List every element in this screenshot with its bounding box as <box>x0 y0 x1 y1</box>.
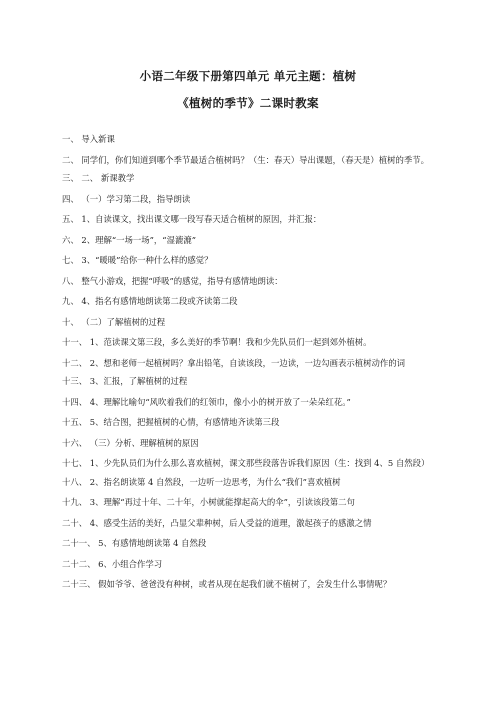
paragraph-22: 二十二、 6、小组合作学习 <box>62 558 163 569</box>
paragraph-10: 十、 （二）了解植树的过程 <box>62 316 166 327</box>
paragraph-7: 七、 3、“暖暖”给你一种什么样的感觉？ <box>62 255 213 265</box>
paragraph-17: 十七、 1、少先队员们为什么那么喜欢植树，课文那些段落告诉我们原因（生：找到 4、5 自然段） <box>62 458 430 468</box>
paragraph-16: 十六、 （三）分析、理解植树的原因 <box>62 437 199 448</box>
paragraph-21: 二十一、 5、有感情地朗读第 4 自然段 <box>62 538 207 548</box>
paragraph-13: 十三、 3、汇报，了解植树的过程 <box>62 376 188 386</box>
paragraph-4: 四、 （一）学习第二段，指导朗读 <box>62 193 191 204</box>
document-title: 小语二年级下册第四单元 单元主题：植树 <box>139 69 357 83</box>
document-subtitle: 《植树的季节》二课时教案 <box>177 96 319 110</box>
paragraph-6: 六、 2、理解“一场一场”，“湿漉漉” <box>62 234 196 245</box>
paragraph-23: 二十三、 假如爷爷、爸爸没有种树，或者从现在起我们就不植树了，会发生什么事情呢？ <box>62 579 392 589</box>
paragraph-3: 三、 二、 新课教学 <box>62 173 135 183</box>
paragraph-19: 十九、 3、理解“再过十年、二十年，小树就能撑起高大的伞”，引读该段第二句 <box>62 497 355 507</box>
paragraph-1: 一、 导入新课 <box>62 134 115 144</box>
paragraph-12: 十二、 2、想和老师一起植树吗？拿出铅笔，自读该段，一边读，一边勾画表示植树动作的词 <box>62 357 405 368</box>
paragraph-18: 十八、 2、指名朗读第 4 自然段，一边听一边思考，为什么“我们”喜欢植树 <box>62 476 341 487</box>
paragraph-2: 二、 同学们，你们知道到哪个季节最适合植树吗？（生：春天）导出课题，（春天是）植树的季节。 <box>62 154 429 165</box>
paragraph-11: 十一、 1、范读课文第三段，多么美好的季节啊！我和少先队员们一起到郊外植树。 <box>62 337 372 347</box>
paragraph-20: 二十、 4、感受生活的美好，凸显父辈种树，后人受益的道理，激起孩子的感激之情 <box>62 517 372 528</box>
paragraph-14: 十四、 4、理解比喻句“风吹着我们的红领巾，像小小的树开放了一朵朵红花。” <box>62 396 351 407</box>
paragraph-9: 九、 4、指名有感情地朗读第二段或齐读第二段 <box>62 296 238 306</box>
paragraph-8: 八、 整气小游戏，把握“呼吸”的感觉，指导有感情地朗读： <box>62 275 283 286</box>
paragraph-5: 五、 1、自读课文，找出课文哪一段写春天适合植树的原因，并汇报： <box>62 214 322 224</box>
lesson-plan-body <box>62 134 434 600</box>
paragraph-15: 十五、 5、结合图，把握植树的心情，有感情地齐读第三段 <box>62 417 280 427</box>
